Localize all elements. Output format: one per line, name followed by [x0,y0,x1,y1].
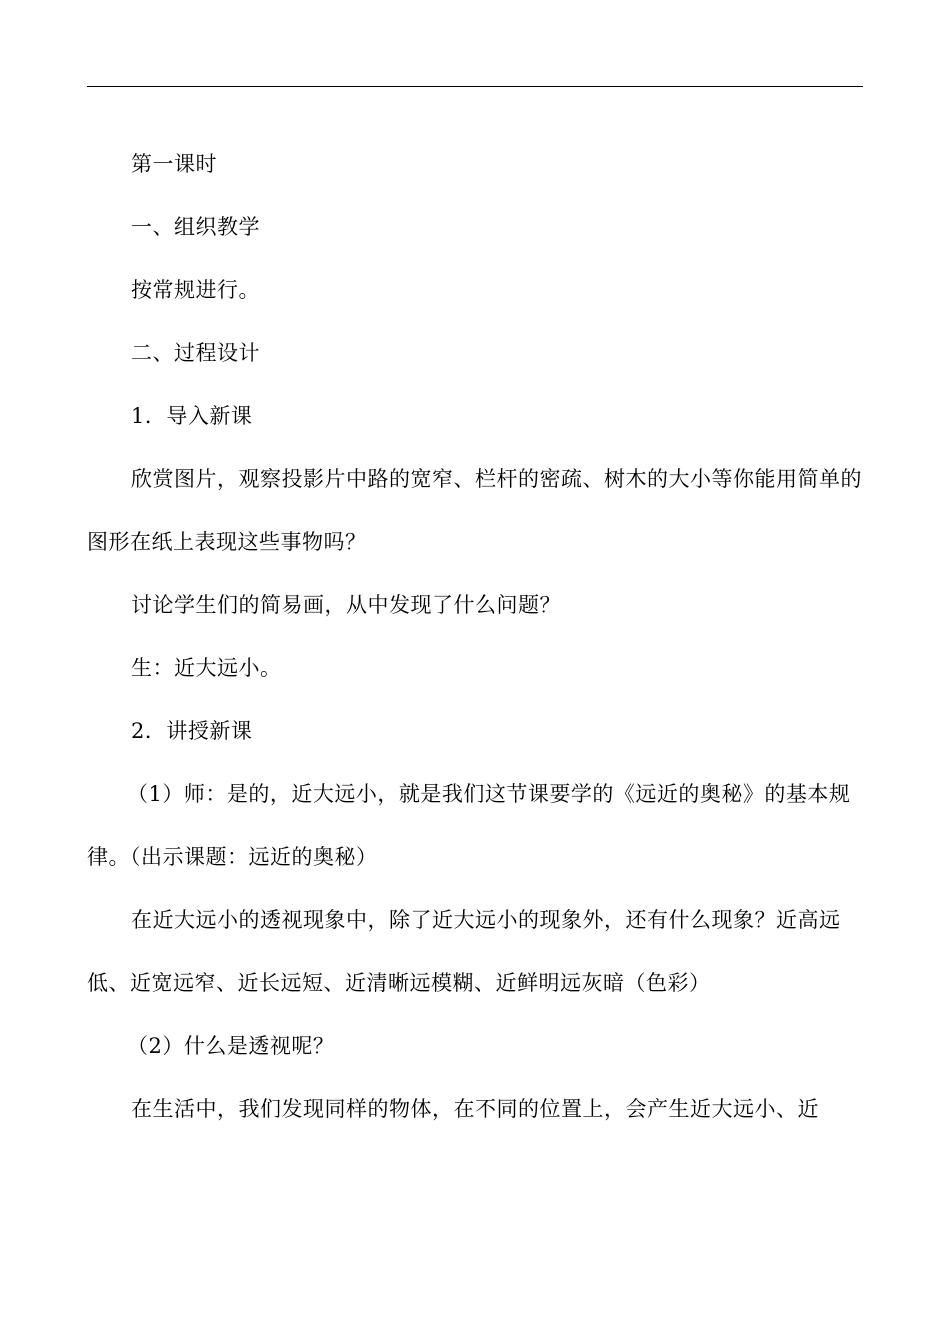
paragraph-in-life: 在生活中，我们发现同样的物体，在不同的位置上，会产生近大远小、近 [131,1097,819,1121]
paragraph-step-intro: 1．导入新课 [131,404,253,428]
paragraph-routine: 按常规进行。 [131,278,260,302]
header-divider [87,86,863,87]
paragraph-section-process: 二、过程设计 [131,341,260,365]
paragraph-lesson-title: 第一课时 [131,152,217,176]
paragraph-appreciate: 欣赏图片，观察投影片中路的宽窄、栏杆的密疏、树木的大小等你能用简单的图形在纸上表现这些事物吗？ [87,467,862,554]
paragraph-step-teach: 2．讲授新课 [131,719,253,743]
document-body [87,133,863,1141]
paragraph-perspective-phenomena: 在近大远小的透视现象中，除了近大远小的现象外，还有什么现象？近高远低、近宽远窄、近长远短、近清晰远模糊、近鲜明远灰暗（色彩） [87,908,841,995]
paragraph-what-is-perspective: （2）什么是透视呢？ [127,1034,335,1058]
paragraph-student-answer: 生：近大远小。 [131,656,282,680]
paragraph-section-organize: 一、组织教学 [131,215,260,239]
paragraph-teacher-1: （1）师：是的，近大远小，就是我们这节课要学的《远近的奥秘》的基本规律。（出示课题：远近的奥秘） [87,782,851,869]
paragraph-discuss: 讨论学生们的简易画，从中发现了什么问题？ [131,593,561,617]
